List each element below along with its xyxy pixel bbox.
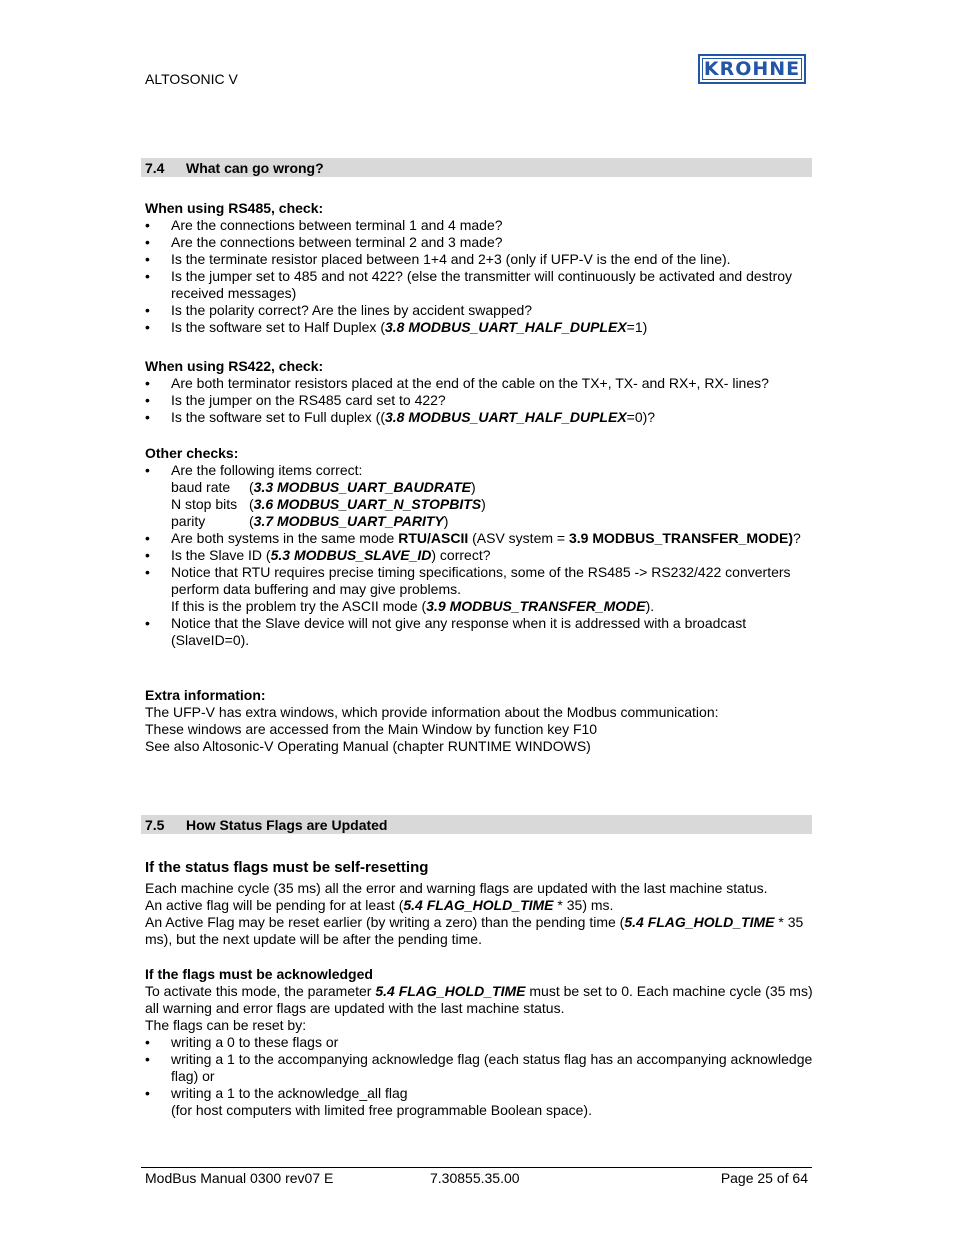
list-item: • Are the connections between terminal 1 and 4 made?: [145, 217, 503, 233]
rs422-checks: [145, 358, 813, 426]
acknowledged-flags: [145, 966, 813, 1119]
list-item: • Is the polarity correct? Are the lines by accident swapped?: [145, 302, 533, 318]
section-number: 7.4: [145, 160, 165, 176]
text-line: The flags can be reset by:: [145, 1017, 307, 1033]
list-item: • Notice that the Slave device will not give any response when it is addressed with a broadcast (SlaveID=0).: [145, 615, 747, 648]
footer-doc-name: ModBus Manual 0300 rev07 E: [145, 1170, 334, 1186]
list-item: • Are both terminator resistors placed at the end of the cable on the TX+, TX- and RX+, RX- lines?: [145, 375, 769, 391]
sub-item-stopbits: N stop bits (3.6 MODBUS_UART_N_STOPBITS): [171, 496, 486, 512]
section-title: What can go wrong?: [186, 160, 324, 176]
list-item: • writing a 1 to the accompanying acknowledge flag (each status flag has an accompanying acknowledge flag) or: [145, 1051, 813, 1084]
list-item: • Is the software set to Half Duplex (3.8 MODBUS_UART_HALF_DUPLEX=1): [145, 319, 648, 335]
footer-page-number: Page 25 of 64: [720, 1170, 808, 1186]
other-checks: [145, 445, 813, 649]
sub-item-parity: parity (3.7 MODBUS_UART_PARITY): [171, 513, 449, 529]
list-item: • Is the Slave ID (5.3 MODBUS_SLAVE_ID) correct?: [145, 547, 491, 563]
list-item: • Are the connections between terminal 2 and 3 made?: [145, 234, 503, 250]
text-line: An active flag will be pending for at least (5.4 FLAG_HOLD_TIME * 35) ms.: [145, 897, 614, 913]
section-number: 7.5: [145, 817, 165, 833]
text-line: Each machine cycle (35 ms) all the error and warning flags are updated with the last machine status.: [145, 880, 768, 896]
other-heading: Other checks:: [145, 445, 239, 461]
logo-text: KROHNE: [703, 58, 801, 80]
rs485-checks: [145, 200, 813, 336]
product-name: ALTOSONIC V: [145, 71, 238, 87]
self-reset-heading: If the status flags must be self-resetting: [145, 859, 429, 876]
section-header-7-4: [141, 158, 812, 177]
text-line: To activate this mode, the parameter 5.4 FLAG_HOLD_TIME must be set to 0. Each machine cycle (35 ms) all warning and error flags are updated with the last machine status.: [145, 983, 813, 1016]
list-item: • Is the software set to Full duplex ((3.8 MODBUS_UART_HALF_DUPLEX=0)?: [145, 409, 656, 425]
list-item: • writing a 0 to these flags or: [145, 1034, 339, 1050]
rs422-heading: When using RS422, check:: [145, 358, 324, 374]
self-resetting: [145, 859, 813, 948]
text-line: An Active Flag may be reset earlier (by writing a zero) than the pending time (5.4 FLAG_HOLD_TIME * 35 ms), but the next update will be after the pending time.: [145, 914, 804, 947]
list-item: • Is the terminate resistor placed between 1+4 and 2+3 (only if UFP-V is the end of the line).: [145, 251, 731, 267]
text-line: These windows are accessed from the Main Window by function key F10: [145, 721, 598, 737]
section-header-7-5: [141, 815, 812, 834]
ack-heading: If the flags must be acknowledged: [145, 966, 373, 982]
list-item: • writing a 1 to the acknowledge_all flag (for host computers with limited free programmable Boolean space).: [145, 1085, 592, 1118]
krohne-logo: [698, 54, 806, 84]
extra-information: [145, 687, 813, 755]
list-item: • Are both systems in the same mode RTU/ASCII (ASV system = 3.9 MODBUS_TRANSFER_MODE)?: [145, 530, 801, 546]
list-item: • Is the jumper set to 485 and not 422? (else the transmitter will continuously be activated and destroy received messages): [145, 268, 793, 301]
list-item: • Are the following items correct: baud rate (3.3 MODBUS_UART_BAUDRATE) N stop bits (3.6 MODBUS_UART_N_STOPBITS) parity (3.7 MODBUS_UART_PARITY): [145, 462, 813, 530]
text-line: See also Altosonic-V Operating Manual (chapter RUNTIME WINDOWS): [145, 738, 591, 754]
rs485-heading: When using RS485, check:: [145, 200, 324, 216]
text-line: The UFP-V has extra windows, which provide information about the Modbus communication:: [145, 704, 719, 720]
section-title: How Status Flags are Updated: [186, 817, 388, 833]
sub-item-baud: baud rate (3.3 MODBUS_UART_BAUDRATE): [171, 479, 476, 495]
footer-divider: [141, 1167, 812, 1168]
list-item: • Notice that RTU requires precise timing specifications, some of the RS485 -> RS232/422 converters perform data buffering and may give problems. If this is the problem try the ASCII mode (3.9 MODBUS_TRANSFER_MODE).: [145, 564, 791, 614]
footer-doc-code: 7.30855.35.00: [430, 1170, 520, 1186]
list-item: • Is the jumper on the RS485 card set to 422?: [145, 392, 446, 408]
extra-heading: Extra information:: [145, 687, 266, 703]
